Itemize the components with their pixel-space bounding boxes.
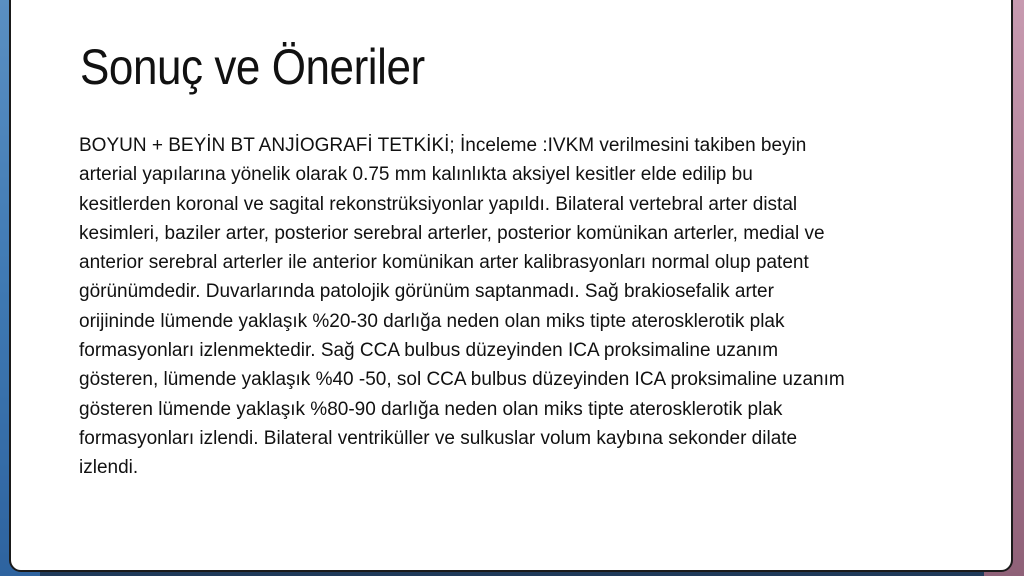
slide-title: Sonuç ve Öneriler (80, 39, 425, 95)
slide-body-text: BOYUN + BEYİN BT ANJİOGRAFİ TETKİKİ; İnceleme :IVKM verilmesini takiben beyin arterial yapılarına yönelik olarak 0.75 mm kalınlıkta aksiyel kesitler elde edilip bu kesitlerden koronal ve sagital rekonstrüksiyonlar yapıldı. Bilateral vertebral arter distal kesimleri, baziler arter, posterior serebral arterler, posterior komünikan arterler, medial ve anterior serebral arterler ile anterior komünikan arter kalibrasyonları normal olup patent görünümdedir. Duvarlarında patolojik görünüm saptanmadı. Sağ brakiosefalik arter orijininde lümende yaklaşık %20-30 darlığa neden olan miks tipte aterosklerotik plak formasyonları izlenmektedir. Sağ CCA bulbus düzeyinden ICA proksimaline uzanım gösteren, lümende yaklaşık %40 -50, sol CCA bulbus düzeyinden ICA proksimaline uzanım gösteren lümende yaklaşık %80-90 darlığa neden olan miks tipte aterosklerotik plak formasyonları izlendi. Bilateral ventriküller ve sulkuslar volum kaybına sekonder dilate izlendi. (79, 135, 845, 479)
slide (9, 0, 1013, 572)
